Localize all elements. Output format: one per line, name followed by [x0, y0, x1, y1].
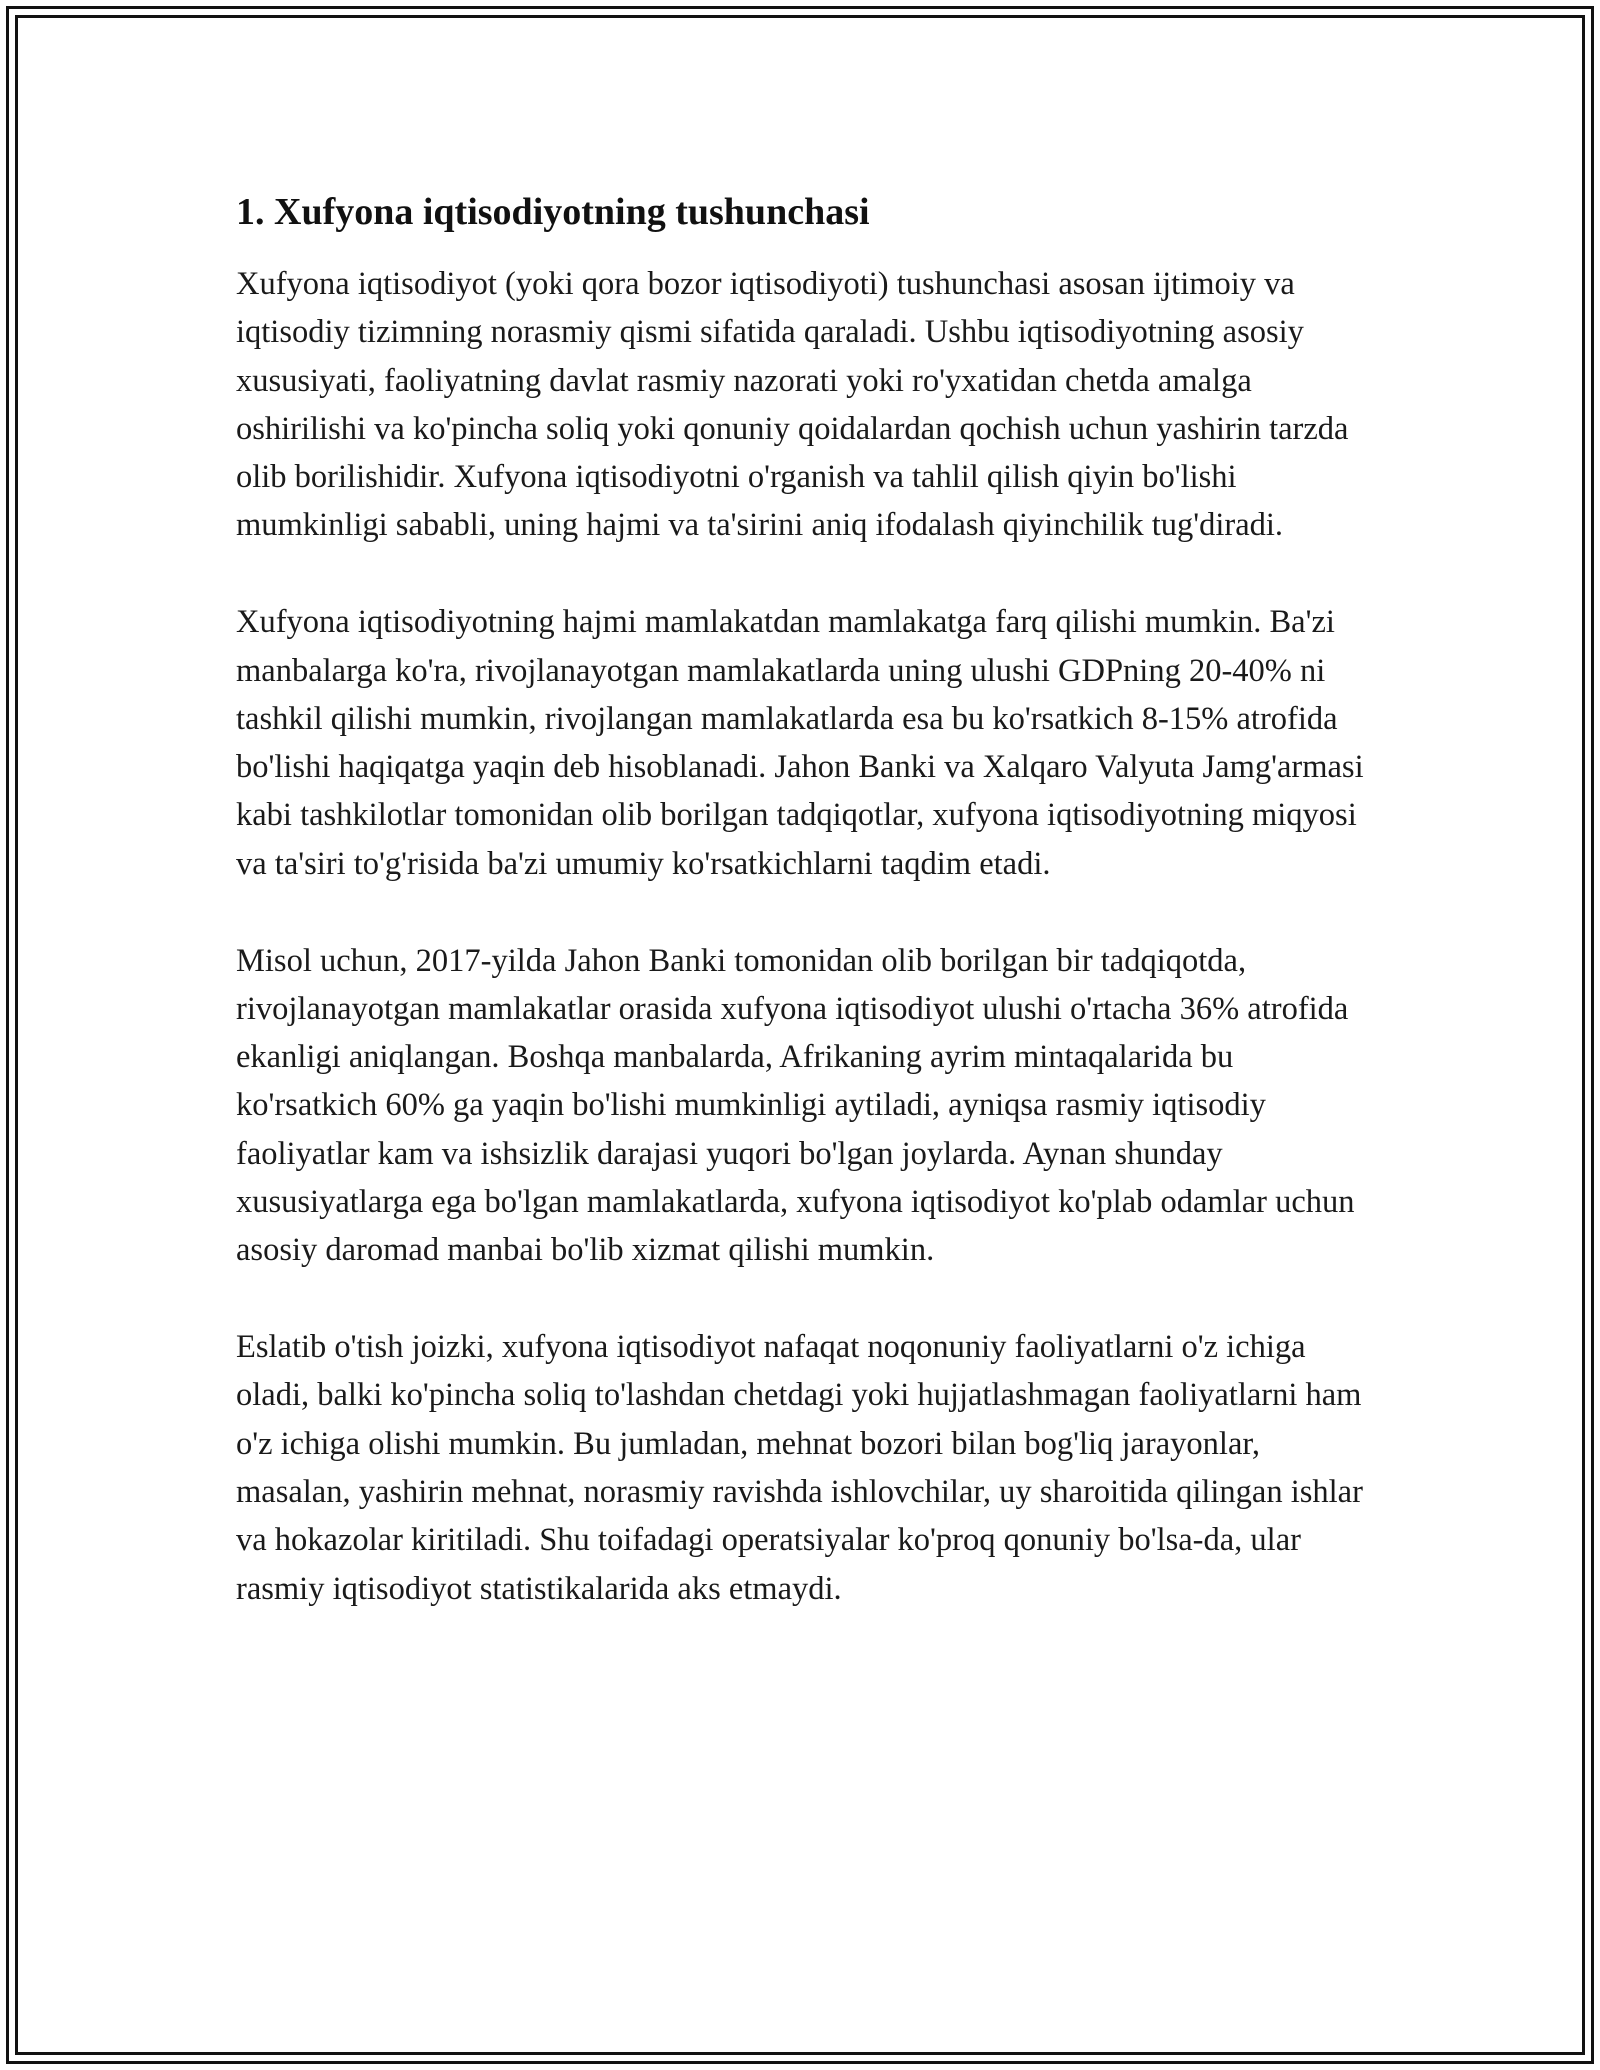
paragraph-3: Misol uchun, 2017-yilda Jahon Banki tomonidan olib borilgan bir tadqiqotda, rivojlanayotgan mamlakatlar orasida xufyona iqtisodiyot ulushi o'rtacha 36% atrofida ekanligi aniqlangan. Boshqa manbalarda, Afrikaning ayrim mintaqalarida bu ko'rsatkich 60% ga yaqin bo'lishi mumkinligi aytiladi, ayniqsa rasmiy iqtisodiy faoliyatlar kam va ishsizlik darajasi yuqori bo'lgan joylarda. Aynan shunday xususiyatlarga ega bo'lgan mamlakatlarda, xufyona iqtisodiyot ko'plab odamlar uchun asosiy daromad manbai bo'lib xizmat qilishi mumkin. [236, 942, 1355, 1269]
paragraph-4: Eslatib o'tish joizki, xufyona iqtisodiyot nafaqat noqonuniy faoliyatlarni o'z ichiga oladi, balki ko'pincha soliq to'lashdan chetdagi yoki hujjatlashmagan faoliyatlarni ham o'z ichiga olishi mumkin. Bu jumladan, mehnat bozori bilan bog'liq jarayonlar, masalan, yashirin mehnat, norasmiy ravishda ishlovchilar, uy sharoitida qilingan ishlar va hokazolar kiritiladi. Shu toifadagi operatsiyalar ko'proq qonuniy bo'lsa-da, ular rasmiy iqtisodiyot statistikalarida aks etmaydi. [236, 1329, 1363, 1607]
document-body [236, 178, 1366, 1661]
section-title: 1. Xufyona iqtisodiyotning tushunchasi [236, 191, 870, 233]
paragraph-2: Xufyona iqtisodiyotning hajmi mamlakatdan mamlakatga farq qilishi mumkin. Ba'zi manbalarga ko'ra, rivojlanayotgan mamlakatlarda uning ulushi GDPning 20-40% ni tashkil qilishi mumkin, rivojlangan mamlakatlarda esa bu ko'rsatkich 8-15% atrofida bo'lishi haqiqatga yaqin deb hisoblanadi. Jahon Banki va Xalqaro Valyuta Jamg'armasi kabi tashkilotlar tomonidan olib borilgan tadqiqotlar, xufyona iqtisodiyotning miqyosi va ta'siri to'g'risida ba'zi umumiy ko'rsatkichlarni taqdim etadi. [236, 604, 1364, 882]
paragraph-1: Xufyona iqtisodiyot (yoki qora bozor iqtisodiyoti) tushunchasi asosan ijtimoiy va iqtisodiy tizimning norasmiy qismi sifatida qaraladi. Ushbu iqtisodiyotning asosiy xususiyati, faoliyatning davlat rasmiy nazorati yoki ro'yxatidan chetda amalga oshirilishi va ko'pincha soliq yoki qonuniy qoidalardan qochish uchun yashirin tarzda olib borilishidir. Xufyona iqtisodiyotni o'rganish va tahlil qilish qiyin bo'lishi mumkinligi sababli, uning hajmi va ta'sirini aniq ifodalash qiyinchilik tug'diradi. [236, 266, 1349, 544]
